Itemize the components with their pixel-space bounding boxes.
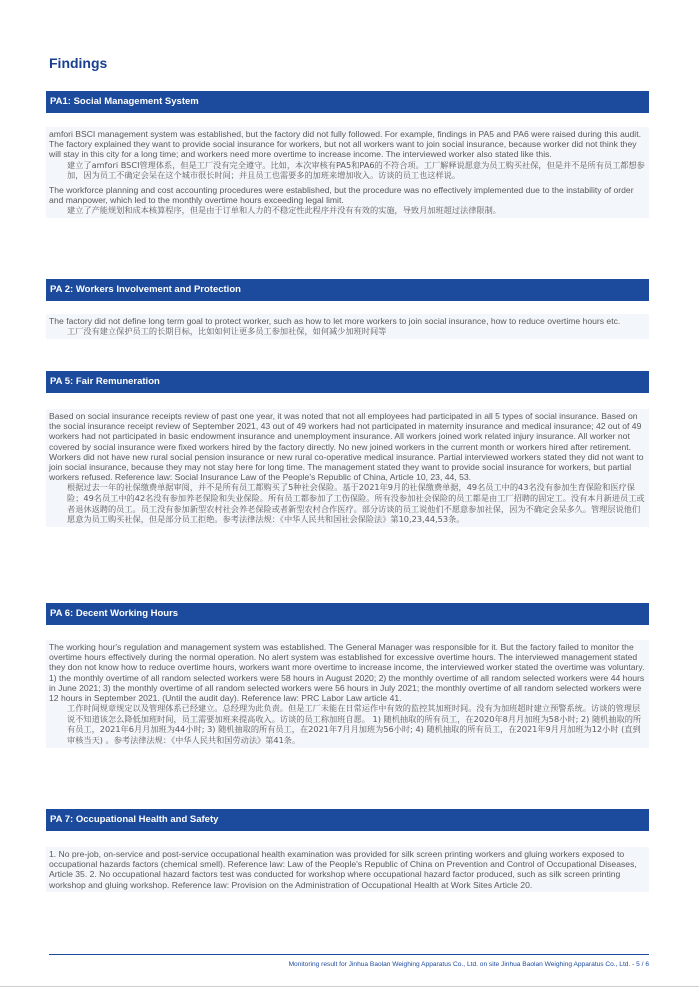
finding-text-en: The workforce planning and cost accounting procedures were established, but the procedure was no effectively implemented due to the instability of order and manpower, which led to the monthly overtime hours exceeding legal limit. [49, 184, 634, 205]
section-heading: PA 5: Fair Remuneration [46, 371, 649, 393]
section-body [46, 640, 649, 748]
finding-text-zh: 工作时间规章规定以及管理体系已经建立。总经理为此负责。但是工厂未能在日常运作中有效的监控其加班时间。没有为加班超时建立预警系统。访谈的管理层说不知道该怎么降低加班时间，员工需要加班来提高收入。访谈的员工称加班自愿。 1) 随机抽取的所有员工，在2020年8月月加班为58小时; 2) 随机抽取的所有员工，2021年6月月加班为44小时; 3) 随机抽取的所有员工，在2021年7月月加班为56小时; 4) 随机抽取的所有员工，在2021年9月月加班为12小时 (直到审核当天) 。参考法律法规：《中华人民共和国劳动法》第41条。 [67, 703, 642, 745]
section-body [46, 127, 649, 218]
section-pa5 [46, 371, 649, 527]
finding-text-en: The factory did not define long term goal to protect worker, such as how to let more workers to join social insurance, how to reduce overtime hours etc. [49, 316, 621, 326]
finding-text-zh: 根据过去一年的社保缴费单据审阅，并不是所有员工都购买了5种社会保险。基于2021年9月的社保缴费单据，49名员工中的43名没有参加生育保险和医疗保险；49名员工中的42名没有参加养老保险和失业保险。所有员工都参加了工伤保险。所有没参加社会保险的员工都是由工厂招聘的固定工。没有本月新进员工或者退休返聘的员工。员工没有参加新型农村社会养老保险或者新型农村合作医疗。部分访谈的员工说他们不愿意参加社保，因为不确定会呆多久。管理层说他们愿意为员工购买社保，但是部分员工拒绝。参考法律法规：《中华人民共和国社会保险法》第10,23,44,53条。 [67, 482, 645, 525]
finding-text-en: The working hour's regulation and management system was established. The General Manager was responsible for it. But the factory failed to monitor the overtime hours effectively during the normal operation. No alert system was established for excessive overtime hours. The interviewed management stated they don not know how to reduce overtime hours, workers want more overtime to increase income, the interviewed worker stated the overtime was voluntary. 1) the monthly overtime of all random selected workers were 58 hours in August 2020; 2) the monthly overtime of all random selected workers were 44 hours in June 2021; 3) the monthly overtime of all random selected workers were 56 hours in July 2021; the monthly overtime of all random selected workers were 12 hours in September 2021. (Until the audit day). Reference law: PRC Labor Law article 41. [49, 642, 645, 704]
section-body [46, 847, 649, 892]
footer-divider [49, 954, 649, 955]
section-heading: PA 6: Decent Working Hours [46, 603, 649, 625]
section-heading: PA1: Social Management System [46, 91, 649, 113]
finding-text-en: 1. No pre-job, on-service and post-service occupational health examination was provided for silk screen printing workers and gluing workers exposed to occupational hazards factors (chemical smell). Reference law: Law of the People's Republic of China on Prevention and Control of Occupational Diseases, Article 35. 2. No occupational hazard factors test was conducted for workshop where occupational hazard factor produced, such as silk screen printing workshop and gluing workshop. Reference law: Provision on the Administration of Occupational Health at Work Sites Article 20. [49, 849, 637, 890]
finding-text-zh: 建立了amfori BSCI管理体系，但是工厂没有完全遵守。比如，本次审核有PA5和PA6的不符合项。工厂解释说愿意为员工购买社保，但是并不是所有员工都想参加，因为员工不确定会呆在这个城市很长时间；并且员工也需要多的加班来增加收入。访谈的员工也这样说。 [67, 159, 645, 181]
page-edge-rule [0, 986, 699, 987]
section-body [46, 409, 649, 527]
page-footer: Monitoring result for Jinhua Baolan Weighing Apparatus Co., Ltd. on site Jinhua Baolan Weighing Apparatus Co., Ltd. - 5 / 6 [288, 961, 649, 968]
section-pa2 [46, 279, 649, 339]
section-heading: PA 2: Workers Involvement and Protection [46, 279, 649, 301]
section-pa7 [46, 809, 649, 892]
finding-text-en: amfori BSCI management system was established, but the factory did not fully followed. For example, findings in PA5 and PA6 were raised during this audit. The factory explained they want to provide social insurance for workers, but not all workers want to join social insurance, because worker did not think they will stay in this city for a long time; and workers need more overtime to increase income. The interviewed worker also stated like this. [49, 129, 641, 160]
finding-text-en: Based on social insurance receipts review of past one year, it was noted that not all employees had participated in all 5 types of social insurance. Based on the social insurance receipt review of September 2021, 43 out of 49 workers had not participated in maternity insurance and medical insurance; 42 out of 49 workers had not participated in basic endowment insurance and unemployment insurance. All workers joined work related injury insurance. All worker not covered by social insurance were fixed workers hired by the factory directly. No new joined workers in the current month or workers hired after retirement. Workers did not have new rural social pension insurance or new rural co-operative medical insurance. Partial interviewed workers stated they did not want to join social insurance, because they may not stay here for long time. The management stated they want to provide social insurance for workers, but partial workers refused. Reference law: Social Insurance Law of the People's Republic of China, Article 10, 23, 44, 53. [49, 411, 644, 483]
page-title: Findings [49, 55, 108, 71]
finding-text-zh: 工厂没有建立保护员工的长期目标，比如如何让更多员工参加社保，如何减少加班时间等 [67, 326, 387, 337]
section-body [46, 314, 649, 339]
section-heading: PA 7: Occupational Health and Safety [46, 809, 649, 831]
finding-text-zh: 建立了产能规划和成本核算程序，但是由于订单和人力的不稳定性此程序并没有有效的实施，导致月加班超过法律限制。 [67, 205, 501, 216]
section-pa1 [46, 91, 649, 218]
section-pa6 [46, 603, 649, 748]
